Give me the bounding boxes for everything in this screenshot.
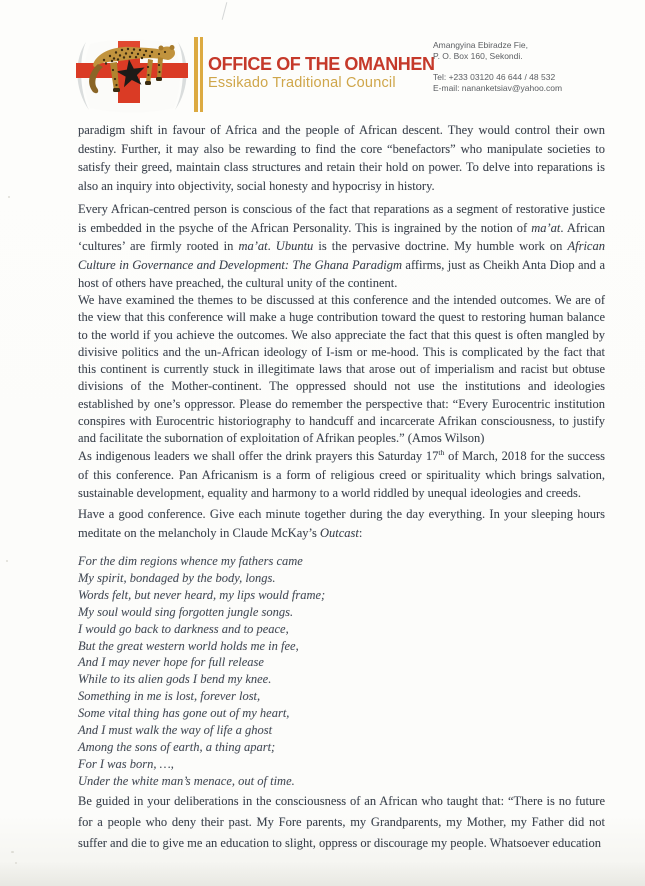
address-line-2: P. O. Box 160, Sekondi.	[433, 50, 523, 61]
divider-bars	[194, 37, 203, 112]
poem-line: For I was born, …,	[78, 756, 174, 771]
poem-line: I would go back to darkness and to peace,	[78, 621, 289, 636]
paragraph	[78, 791, 605, 853]
poem-line: But the great western world holds me in fee,	[78, 638, 299, 653]
paragraph	[78, 292, 605, 448]
scan-shadow	[0, 862, 645, 886]
org-subtitle: Essikado Traditional Council	[208, 75, 396, 91]
address-line-1: Amangyina Ebiradze Fie,	[433, 40, 528, 50]
org-titles	[208, 54, 438, 91]
email-line: E-mail: nananketsiav@yahoo.com	[433, 82, 563, 93]
text-segment: Outcast	[319, 525, 359, 540]
text-segment: Every African-centred person is conscious of the fact that reparations as a segment of restorative justice is embedded in the psyche of the African Personality. This is ingrained by the notion of	[78, 202, 605, 235]
text-segment: paradigm shift in favour of Africa and the people of African descent. They would control their own destiny. Further, it may also be rewarding to find the core “benefactors” who manipulate societies to satisfy their greed, maintain class structures and retain their hold on power. To delve into reparations is also an inquiry into objectivity, social honesty and hypocrisy in history.	[78, 123, 605, 193]
scan-scratch-mark	[222, 2, 228, 20]
text-segment: ma’at	[531, 220, 561, 235]
text-segment: . African ‘cultures’ are firmly rooted in	[78, 220, 605, 254]
text-segment: .	[267, 239, 276, 254]
text-segment: is the pervasive doctrine. My humble work on	[313, 239, 568, 254]
text-segment: of March, 2018 for the success of this conference. Pan Africanism is a form of religious creed or spirituality which brings salvation, sustainable development, equality and harmony to a world riddled by unequal ideologies and creeds.	[78, 449, 605, 500]
text-segment: As indigenous leaders we shall offer the drink prayers this Saturday 17	[78, 449, 439, 463]
paragraph	[78, 505, 605, 542]
poem-line: Among the sons of earth, a thing apart;	[78, 739, 276, 754]
poem-line: My soul would sing forgotten jungle songs.	[78, 604, 294, 619]
text-segment: Have a good conference. Give each minute together during the day everything. In your sleeping hours meditate on the melancholy in Claude McKay’s	[78, 507, 605, 540]
text-segment: :	[358, 525, 363, 540]
contact-block	[433, 40, 608, 93]
text-segment: Ubuntu	[275, 239, 314, 254]
scan-speck	[6, 560, 8, 562]
council-crest-logo	[70, 39, 194, 113]
poem-block	[78, 553, 605, 790]
text-segment: ma’at	[238, 239, 268, 254]
text-segment: th	[438, 447, 445, 457]
org-title: OFFICE OF THE OMANHEN	[208, 54, 435, 74]
poem-line: Under the white man’s menace, out of time.	[78, 773, 295, 788]
leopard-cross-star-icon	[70, 39, 194, 113]
text-segment: Be guided in your deliberations in the consciousness of an African who taught that: “There is no future for a people who deny their past. My Fore parents, my Grandparents, my Mother, my Father did not suffer and die to give me an education to slight, oppress or discourage my people. Whatsoever education	[78, 794, 605, 850]
scan-speck	[11, 851, 14, 853]
paragraph	[78, 447, 605, 503]
poem-line: My spirit, bondaged by the body, longs.	[78, 570, 276, 585]
poem-line: And I must walk the way of life a ghost	[78, 723, 273, 738]
text-segment: African Culture in Governance and Development: The Ghana Paradigm	[78, 239, 605, 272]
poem-line: And I may never hope for full release	[78, 655, 264, 670]
poem-line: For the dim regions whence my fathers came	[78, 554, 303, 568]
paragraph	[78, 200, 605, 293]
poem-line: Words felt, but never heard, my lips would frame;	[78, 587, 326, 602]
phone-line: Tel: +233 03120 46 644 / 48 532	[433, 72, 556, 82]
poem-line: Something in me is lost, forever lost,	[78, 689, 261, 704]
text-segment: We have examined the themes to be discussed at this conference and the intended outcomes. We are of the view that this conference will make a huge contribution toward the quest to restoring human balance to the world if you achieve the outcomes. We also appreciate the fact that this quest is often mangled by divisive politics and the un-African ideology of I-ism or me-hood. This is complicated by the fact that this continent is currently stuck in illegitimate laws that arose out of imperialism and racist but obtuse divisions of the Mother-continent. The oppressed should not use the institutions and ideologies established by one’s oppressor. Please do remember the perspective that: “Every Eurocentric institution conspires with Eurocentric historiography to handcuff and incarcerate Afrikan consciousness, to justify and facilitate the subornation of exploitation of Afrikan peoples.” (Amos Wilson)	[78, 293, 605, 446]
scan-speck	[8, 196, 10, 198]
paragraph	[78, 121, 605, 195]
poem-line: Some vital thing has gone out of my heart,	[78, 706, 290, 721]
poem-line: While to its alien gods I bend my knee.	[78, 672, 272, 687]
text-segment: affirms, just as Cheikh Anta Diop and a host of others have preached, the cultural unity of the continent.	[78, 257, 606, 291]
